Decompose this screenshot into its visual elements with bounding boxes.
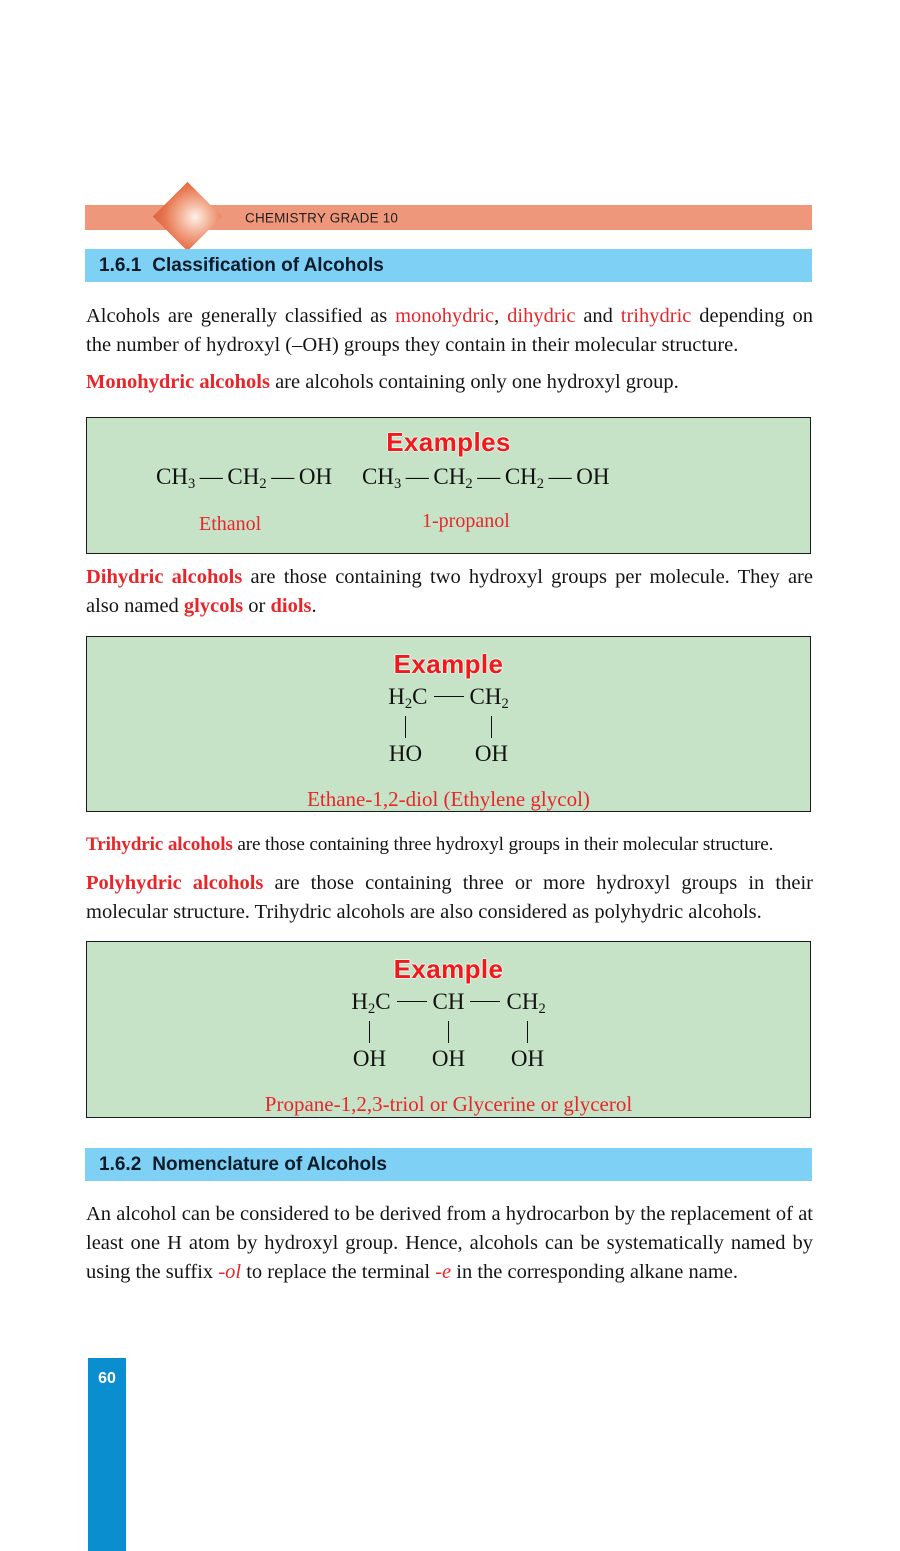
example-box-title: Example [393, 954, 504, 984]
p1-text-c: and [575, 305, 621, 327]
formula-row-monohydric [87, 464, 810, 496]
atom-ch2: $CH_2$ [469, 684, 509, 713]
page-number-tab [88, 1358, 126, 1551]
p3-lead-term: Dihydric alcohols [86, 566, 243, 588]
paragraph-monohydric-definition [86, 368, 813, 397]
section-title: Nomenclature of Alcohols [152, 1153, 387, 1175]
p1-text-b: , [494, 305, 508, 327]
example-box-trihydric [86, 941, 811, 1118]
paragraph-dihydric-definition [86, 563, 813, 621]
section-number: 1.6.2 [99, 1153, 142, 1175]
page-number: 60 [98, 1370, 116, 1387]
bond-vertical-icon [405, 716, 406, 738]
p6-text-a: An alcohol can be considered to be derived from a hydrocarbon by the replacement of at least one H atom by hydroxyl group. Hence, alcohols can be systematically named by using the suffix [86, 1203, 813, 1283]
atom-h2c: $H_2C$ [351, 989, 391, 1018]
paragraph-trihydric-definition [86, 830, 813, 859]
bond-horizontal-icon [470, 1001, 500, 1002]
p6-text-b: to replace the terminal [241, 1261, 436, 1283]
formula-label-row [87, 510, 810, 539]
section-heading-text [99, 1154, 387, 1176]
substituent-oh-2: OH [431, 1046, 466, 1072]
section-number: 1.6.1 [99, 254, 142, 276]
substituent-ho: HO [388, 741, 423, 767]
structure-ethane-1-2-diol [354, 684, 544, 767]
diamond-ornament-icon [153, 182, 222, 251]
p3-term-diols: diols [270, 595, 312, 617]
atom-ch: CH [432, 989, 465, 1014]
p1-term-trihydric: trihydric [620, 305, 692, 327]
p1-term-monohydric: monohydric [395, 305, 495, 327]
formula-ethanol: $CH_3$ — $CH_2$ — OH [156, 464, 333, 493]
p3-text-b: or [243, 595, 271, 617]
structure-substituent-row [354, 741, 544, 767]
example-box-title: Example [393, 649, 504, 679]
bond-vertical-icon [448, 1021, 449, 1043]
substituent-oh-1: OH [352, 1046, 387, 1072]
p3-text-a: are those containing two hydroxyl groups per molecule. They are also named [86, 566, 813, 617]
bond-vertical-icon [491, 716, 492, 738]
example-box-dihydric [86, 636, 811, 812]
section-heading-text [99, 255, 384, 277]
p6-suffix-e: -e [435, 1261, 452, 1283]
p4-lead-term: Trihydric alcohols [86, 834, 233, 855]
p5-text: are those containing three or more hydroxyl groups in their molecular structure. Trihydric alcohols are also considered as polyhydric alcohols. [86, 872, 813, 923]
p6-text-c: in the corresponding alkane name. [451, 1261, 739, 1283]
structure-bond-row [299, 1021, 599, 1043]
structure-bond-row [354, 716, 544, 738]
p2-text: are alcohols containing only one hydroxyl group. [269, 371, 679, 393]
bond-vertical-icon [369, 1021, 370, 1043]
substituent-oh-3: OH [510, 1046, 545, 1072]
p3-text-c: . [311, 595, 317, 617]
structure-backbone-row [354, 684, 544, 713]
example-box-monohydric [86, 417, 811, 554]
p6-suffix-ol: -ol [218, 1261, 242, 1283]
p1-term-dihydric: dihydric [507, 305, 576, 327]
atom-h2c: $H_2C$ [388, 684, 428, 713]
example-caption-glycerol: Propane-1,2,3-triol or Glycerine or glycerol [264, 1092, 633, 1117]
label-ethanol: Ethanol [199, 513, 262, 535]
p2-lead-term: Monohydric alcohols [86, 371, 270, 393]
structure-propane-1-2-3-triol [299, 989, 599, 1072]
label-1-propanol: 1-propanol [422, 510, 510, 532]
section-heading-1-6-2 [85, 1148, 812, 1181]
bond-vertical-icon [527, 1021, 528, 1043]
paragraph-polyhydric-definition [86, 869, 813, 927]
bond-horizontal-icon [434, 696, 464, 697]
structure-backbone-row [299, 989, 599, 1018]
formula-1-propanol: $CH_3$ — $CH_2$ — $CH_2$ — OH [362, 464, 610, 493]
p4-text: are those containing three hydroxyl groups in their molecular structure. [232, 834, 774, 855]
atom-ch2: $CH_2$ [506, 989, 546, 1018]
p3-term-glycols: glycols [183, 595, 244, 617]
section-heading-1-6-1 [85, 249, 812, 282]
paragraph-nomenclature-intro [86, 1200, 813, 1287]
p1-text-d: depending on the number of hydroxyl (–OH) groups they contain in their molecular structure. [86, 305, 813, 356]
substituent-oh: OH [474, 741, 509, 767]
bond-horizontal-icon [397, 1001, 427, 1002]
example-box-title: Examples [386, 427, 511, 457]
p1-text-a: Alcohols are generally classified as [86, 305, 396, 327]
structure-substituent-row [299, 1046, 599, 1072]
example-caption-ethylene-glycol: Ethane-1,2-diol (Ethylene glycol) [307, 787, 590, 812]
running-head-label: CHEMISTRY GRADE 10 [245, 210, 399, 225]
paragraph-classification-intro [86, 302, 813, 360]
p5-lead-term: Polyhydric alcohols [86, 872, 264, 894]
section-title: Classification of Alcohols [152, 254, 384, 276]
